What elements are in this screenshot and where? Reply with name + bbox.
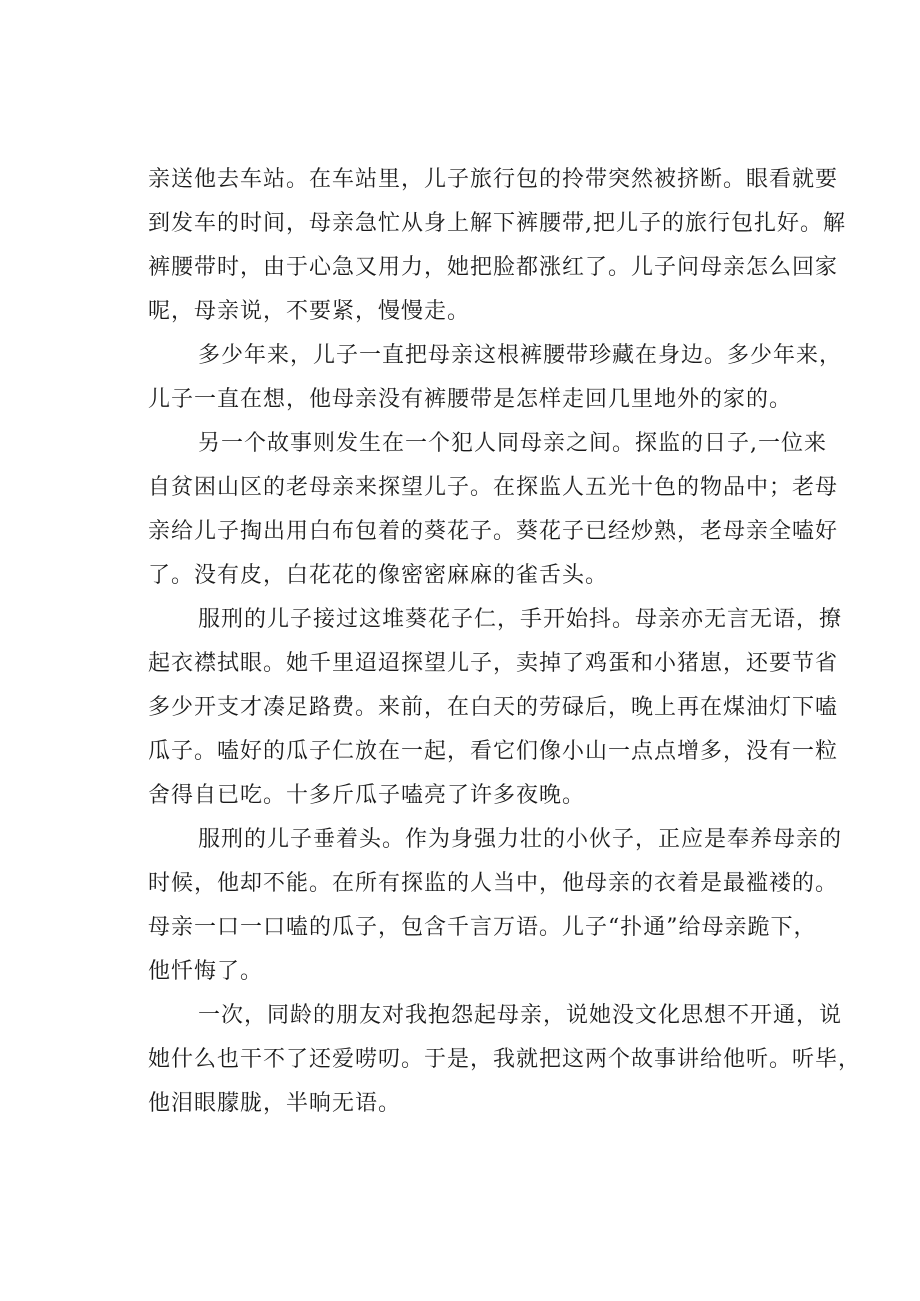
text-line: 他忏悔了。: [148, 959, 264, 984]
paragraph-first-line: 服刑的儿子接过这堆葵花子仁，手开始抖。母亲亦无言无语，撩: [198, 607, 843, 632]
text-line: 了。没有皮，白花花的像密密麻麻的雀舌头。: [148, 563, 609, 588]
text-line: 他泪眼朦胧，半晌无语。: [148, 1091, 402, 1116]
paragraph-first-line: 另一个故事则发生在一个犯人同母亲之间。探监的日子,一位来: [198, 431, 827, 456]
paragraph-first-line: 服刑的儿子垂着头。作为身强力壮的小伙子，正应是奉养母亲的: [198, 827, 843, 852]
text-line: 多少开支才凑足路费。来前，在白天的劳碌后，晚上再在煤油灯下嗑: [148, 695, 839, 720]
text-line: 瓜子。嗑好的瓜子仁放在一起，看它们像小山一点点增多，没有一粒: [148, 739, 839, 764]
paragraph-first-line: 多少年来，儿子一直把母亲这根裤腰带珍藏在身边。多少年来，: [198, 343, 843, 368]
paragraph-first-line: 一次，同龄的朋友对我抱怨起母亲，说她没文化思想不开通，说: [198, 1003, 843, 1028]
text-line: 亲给儿子掏出用白布包着的葵花子。葵花子已经炒熟，老母亲全嗑好: [148, 519, 839, 544]
text-line: 自贫困山区的老母亲来探望儿子。在探监人五光十色的物品中；老母: [148, 475, 839, 500]
text-line: 舍得自已吃。十多斤瓜子嗑亮了许多夜晚。: [148, 783, 586, 808]
text-line: 起衣襟拭眼。她千里迢迢探望儿子，卖掉了鸡蛋和小猪崽，还要节省: [148, 651, 839, 676]
text-line: 母亲一口一口嗑的瓜子，包含千言万语。儿子“扑通”给母亲跪下，: [148, 915, 817, 940]
text-line: 她什么也干不了还爱唠叨。于是，我就把这两个故事讲给他听。听毕，: [148, 1047, 862, 1072]
text-line: 裤腰带时，由于心急又用力，她把脸都涨红了。儿子问母亲怎么回家: [148, 255, 839, 280]
text-line: 呢，母亲说，不要紧，慢慢走。: [148, 299, 471, 324]
text-line: 儿子一直在想，他母亲没有裤腰带是怎样走回几里地外的家的。: [148, 387, 793, 412]
text-line: 到发车的时间，母亲急忙从身上解下裤腰带,把儿子的旅行包扎好。解: [148, 211, 846, 236]
body-text: [148, 158, 862, 1126]
text-line: 时候，他却不能。在所有探监的人当中，他母亲的衣着是最褴褛的。: [148, 871, 839, 896]
text-line: 亲送他去车站。在车站里，儿子旅行包的拎带突然被挤断。眼看就要: [148, 167, 839, 192]
